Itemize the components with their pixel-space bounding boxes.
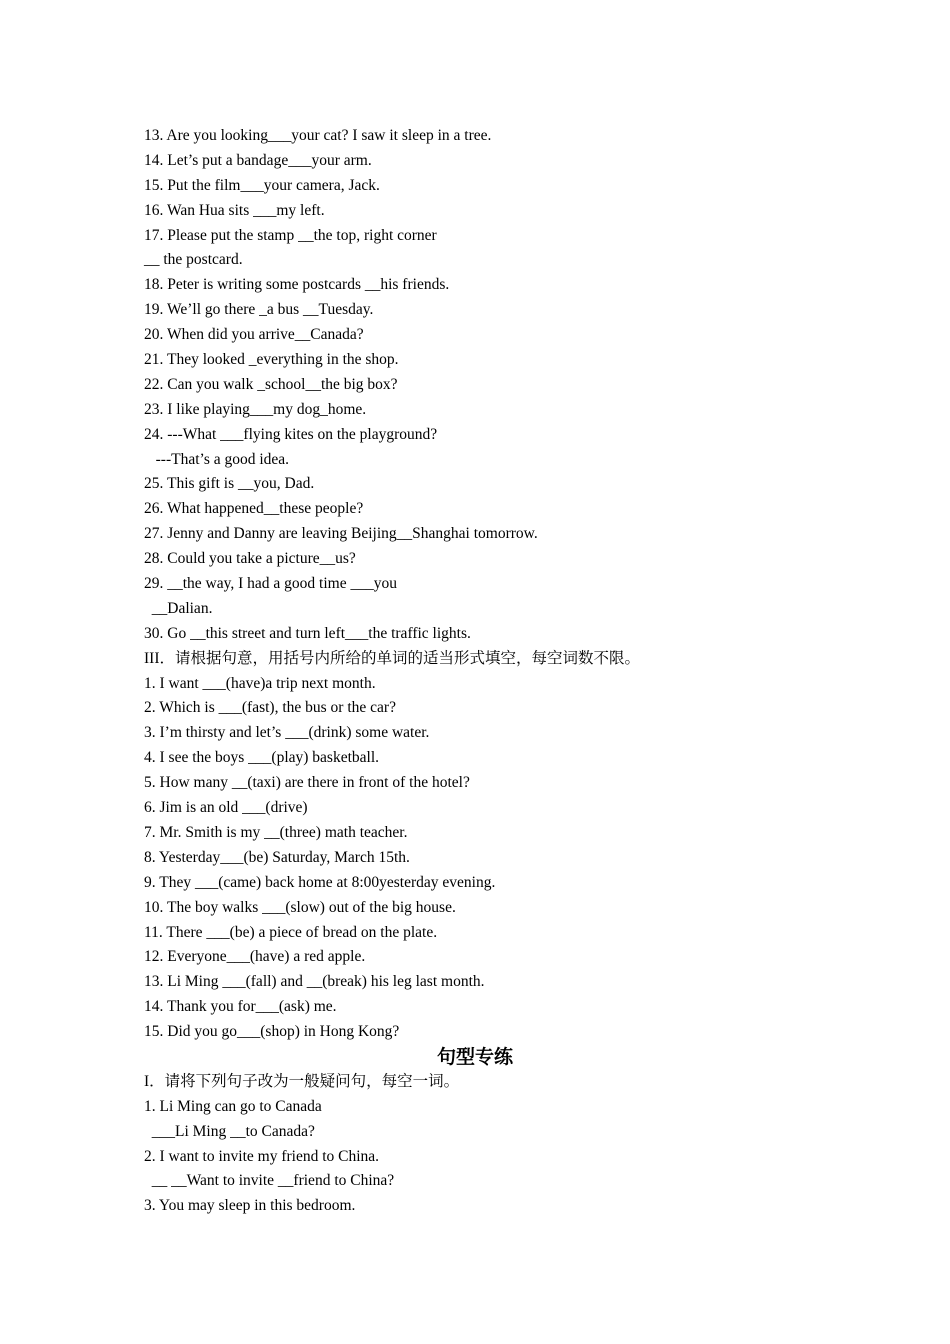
text-line: 13. Are you looking___your cat? I saw it sleep in a tree. [144,127,492,144]
text-line: 19. We’ll go there _a bus __Tuesday. [144,301,374,319]
document-page [144,124,806,1219]
text-line: 6. Jim is an old ___(drive) [144,799,308,817]
text-line: 8. Yesterday___(be) Saturday, March 15th. [144,848,410,866]
text-line: 21. They looked _everything in the shop. [144,351,399,369]
text-line: 2. Which is ___(fast), the bus or the car? [144,699,396,717]
text-line: 2. I want to invite my friend to China. [144,1147,380,1165]
text-line: 28. Could you take a picture__us? [144,550,356,568]
text-line: 23. I like playing___my dog_home. [144,400,367,418]
text-line: 9. They ___(came) back home at 8:00yesterday evening. [144,873,496,891]
text-line: 27. Jenny and Danny are leaving Beijing__Shanghai tomorrow. [144,525,538,543]
text-line: 17. Please put the stamp __the top, right corner [144,226,437,244]
text-line: 3. I’m thirsty and let’s ___(drink) some water. [144,724,430,742]
text-line: 5. How many __(taxi) are there in front of the hotel? [144,774,470,792]
text-line: 18. Peter is writing some postcards __his friends. [144,276,450,294]
text-line: __ the postcard. [144,251,243,269]
text-line: 7. Mr. Smith is my __(three) math teacher. [144,823,408,841]
text-line: 26. What happened__these people? [144,500,364,518]
text-line: 14. Thank you for___(ask) me. [144,998,337,1016]
text-line: 29. __the way, I had a good time ___you [144,575,397,593]
text-line: 1. Li Ming can go to Canada [144,1097,322,1115]
text-line: ___Li Ming __to Canada? [144,1122,315,1140]
text-line: 10. The boy walks ___(slow) out of the big house. [144,898,456,916]
text-line: 4. I see the boys ___(play) basketball. [144,749,380,767]
text-line: __ __Want to invite __friend to China? [144,1172,395,1190]
text-line: 1. I want ___(have)a trip next month. [144,674,376,692]
text-line: 15. Put the film___your camera, Jack. [144,176,380,194]
text-line: ---That’s a good idea. [144,450,290,468]
section-heading-i: I．请将下列句子改为一般疑问句，每空一词。 [144,1072,460,1090]
text-line: 12. Everyone___(have) a red apple. [144,948,366,966]
text-line: 20. When did you arrive__Canada? [144,326,364,344]
text-line: __Dalian. [144,599,213,617]
text-line: 11. There ___(be) a piece of bread on the plate. [144,923,438,941]
text-line: 24. ---What ___flying kites on the playground? [144,425,438,443]
section-heading-iii: III．请根据句意，用括号内所给的单词的适当形式填空，每空词数不限。 [144,649,640,667]
text-line: 25. This gift is __you, Dad. [144,475,315,493]
section-title: 句型专练 [436,1045,513,1068]
text-line: 16. Wan Hua sits ___my left. [144,201,325,219]
text-line: 13. Li Ming ___(fall) and __(break) his leg last month. [144,973,485,991]
text-line: 3. You may sleep in this bedroom. [144,1197,356,1215]
text-line: 22. Can you walk _school__the big box? [144,375,398,393]
text-line: 30. Go __this street and turn left___the traffic lights. [144,624,471,642]
text-line: 15. Did you go___(shop) in Hong Kong? [144,1023,400,1041]
text-line: 14. Let’s put a bandage___your arm. [144,151,372,169]
